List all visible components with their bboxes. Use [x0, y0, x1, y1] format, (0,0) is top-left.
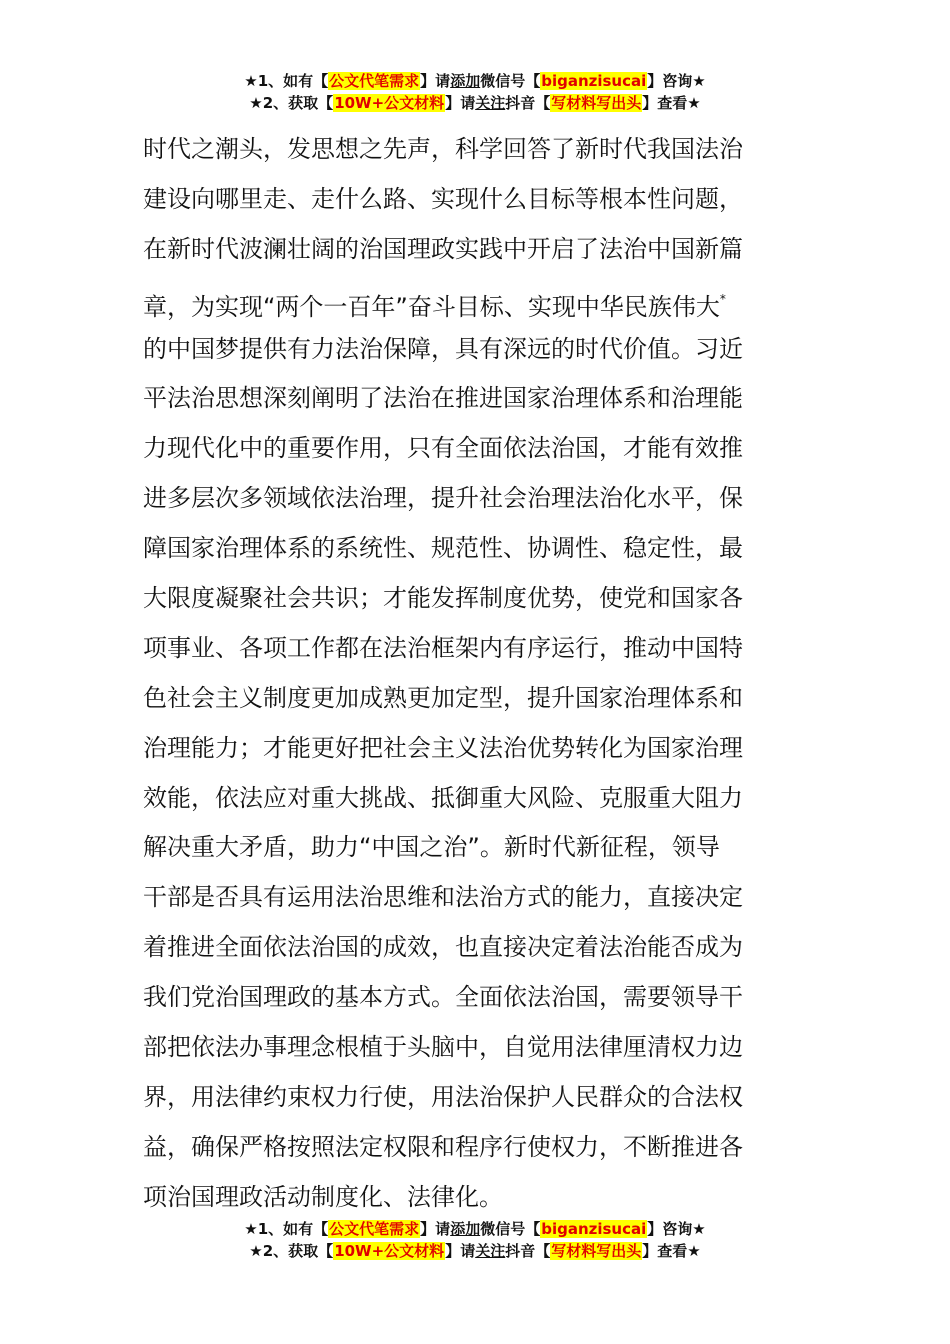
body-line: 障国家治理体系的系统性、规范性、协调性、稳定性，最: [143, 534, 743, 563]
footnote-mark: *: [719, 291, 726, 306]
body-line: 在新时代波澜壮阔的治国理政实践中开启了法治中国新篇: [143, 234, 743, 263]
wechat-id-highlight: biganzisucai: [541, 1220, 647, 1238]
writing-service-highlight: 公文代笔需求: [329, 1220, 420, 1238]
body-line: 平法治思想深刻阐明了法治在推进国家治理体系和治理能: [143, 384, 743, 413]
footer-banner-line-1: ★1、如有【公文代笔需求】请添加微信号【biganzisucai】咨询★: [244, 1220, 706, 1238]
body-line: 项事业、各项工作都在法治框架内有序运行，推动中国特: [143, 633, 743, 662]
body-line: 时代之潮头，发思想之先声，科学回答了新时代我国法治: [143, 135, 743, 163]
body-line: 着推进全面依法治国的成效，也直接决定着法治能否成为: [143, 933, 743, 962]
body-line: 色社会主义制度更加成熟更加定型，提升国家治理体系和: [143, 683, 743, 712]
body-line: 章，为实现“两个一百年”奋斗目标、实现中华民族伟大*: [143, 291, 726, 321]
header-banner: [0, 70, 950, 114]
materials-highlight: 10W+公文材料: [334, 94, 445, 112]
wechat-id-highlight: biganzisucai: [541, 72, 647, 90]
body-line: 干部是否具有运用法治思维和法治方式的能力，直接决定: [143, 883, 743, 912]
body-line: 益，确保严格按照法定权限和程序行使权力，不断推进各: [143, 1132, 743, 1161]
writing-service-highlight: 公文代笔需求: [329, 72, 420, 90]
body-line: 的中国梦提供有力法治保障，具有深远的时代价值。习近: [143, 334, 743, 363]
footer-banner-line-2: ★2、获取【10W+公文材料】请关注抖音【写材料写出头】查看★: [249, 1242, 701, 1260]
body-line: 效能，依法应对重大挑战、抵御重大风险、克服重大阻力: [143, 783, 743, 812]
materials-highlight: 10W+公文材料: [334, 1242, 445, 1260]
body-line: 部把依法办事理念根植于头脑中，自觉用法律厘清权力边: [143, 1033, 743, 1062]
header-banner-line-2: ★2、获取【10W+公文材料】请关注抖音【写材料写出头】查看★: [249, 94, 701, 112]
body-line: 界，用法律约束权力行使，用法治保护人民群众的合法权: [143, 1082, 743, 1111]
douyin-account-highlight: 写材料写出头: [551, 94, 642, 112]
document-body: [143, 125, 815, 1223]
body-line: 我们党治国理政的基本方式。全面依法治国，需要领导干: [143, 983, 743, 1012]
body-line: 建设向哪里走、走什么路、实现什么目标等根本性问题，: [143, 184, 743, 213]
body-line: 治理能力；才能更好把社会主义法治优势转化为国家治理: [143, 733, 743, 762]
body-line: 项治国理政活动制度化、法律化。: [143, 1182, 503, 1211]
body-line: 大限度凝聚社会共识；才能发挥制度优势，使党和国家各: [143, 584, 743, 613]
douyin-account-highlight: 写材料写出头: [551, 1242, 642, 1260]
body-line: 进多层次多领域依法治理，提升社会治理法治化水平，保: [143, 484, 743, 513]
footer-banner: [0, 1218, 950, 1262]
header-banner-line-1: ★1、如有【公文代笔需求】请添加微信号【biganzisucai】咨询★: [244, 72, 706, 90]
body-line: 力现代化中的重要作用，只有全面依法治国，才能有效推: [143, 434, 743, 463]
body-line: 解决重大矛盾，助力“中国之治”。新时代新征程，领导: [143, 833, 720, 862]
